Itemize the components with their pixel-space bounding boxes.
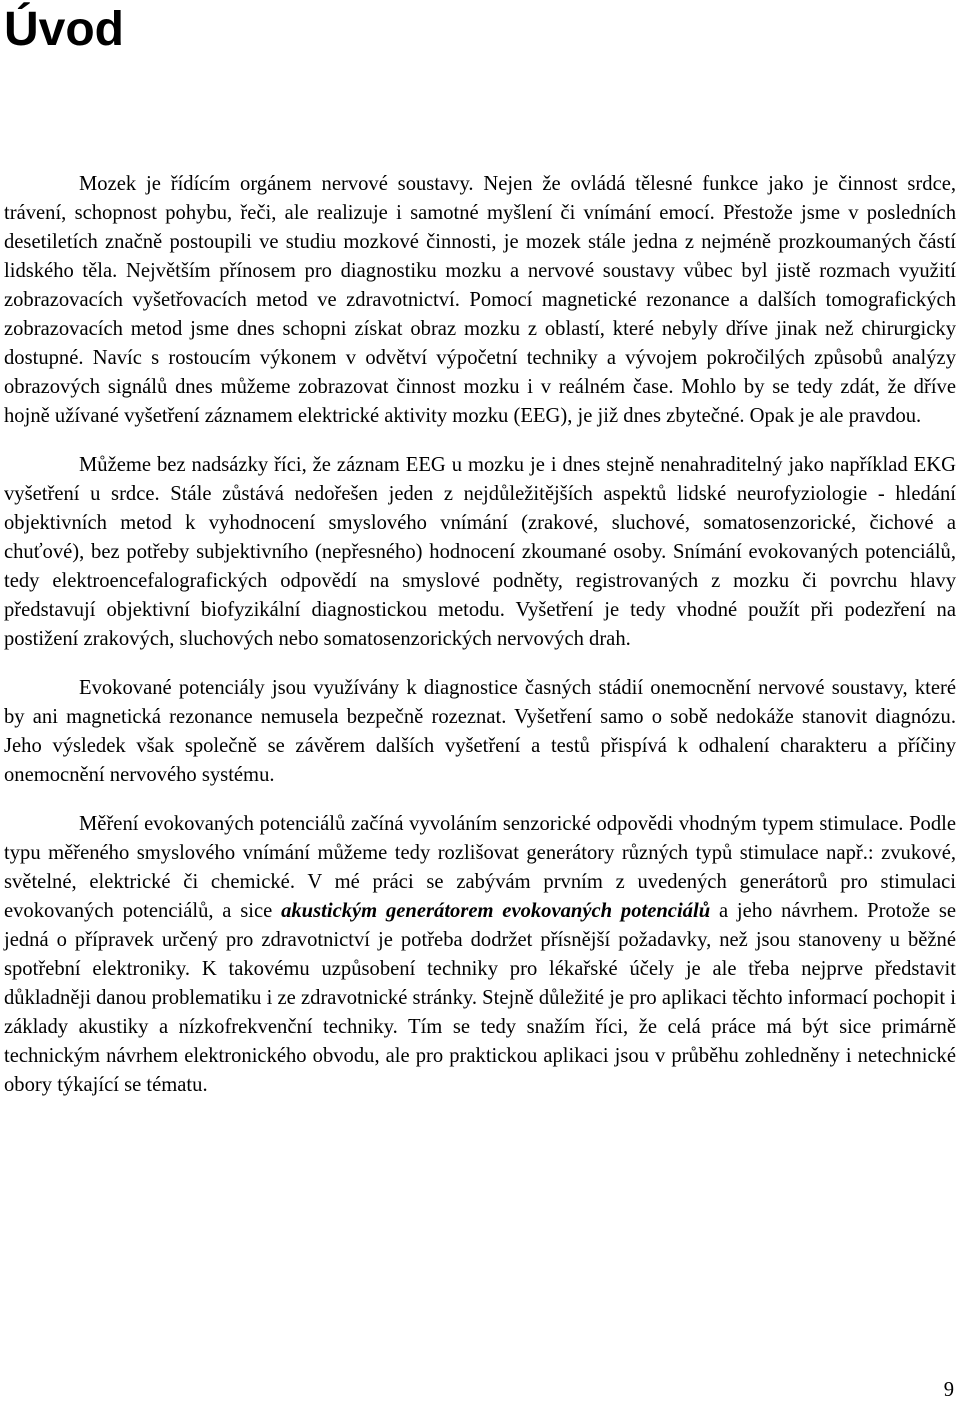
paragraph-3: Evokované potenciály jsou využívány k diagnostice časných stádií onemocnění nervové soustavy, které by ani magnetická rezonance nemusela bezpečně rozeznat. Vyšetření samo o sobě nedokáže stanovit diagnózu. Jeho výsledek však společně se závěrem dalších vyšetření a testů přispívá k odhalení charakteru a příčiny onemocnění nervového systému. (4, 677, 956, 786)
paragraph-4 (4, 810, 956, 1100)
page-title: Úvod (4, 3, 124, 56)
page-number: 9 (943, 1379, 954, 1401)
paragraph-4-start: Měření evokovaných potenciálů začíná vyvoláním senzorické odpovědi vhodným typem stimulace. Podle typu měřeného smyslového vnímání můžeme tedy rozlišovat generátory různých typů stimulace např.: zvukové, světelné, elektrické či chemické. V mé práci se zabývám prvním z uvedených generátorů pro stimulaci evokovaných potenciálů, a sice (4, 813, 956, 922)
paragraph-2: Můžeme bez nadsázky říci, že záznam EEG u mozku je i dnes stejně nenahraditelný jako například EKG vyšetření u srdce. Stále zůstává nedořešen jeden z nejdůležitějších aspektů lidské neurofyziologie - hledání objektivních metod k vyhodnocení smyslového vnímání (zrakové, sluchové, somatosenzorické, čichové a chuťové), bez potřeby subjektivního (nepřesného) hodnocení zkoumané osoby. Snímání evokovaných potenciálů, tedy elektroencefalografických odpovědí na smyslové podněty, registrovaných z mozku či povrchu hlavy představují objektivní biofyzikální diagnostickou metodu. Vyšetření je tedy vhodné použít při podezření na postižení zrakových, sluchových nebo somatosenzorických nervových drah. (4, 454, 956, 650)
paragraph-4-end: a jeho návrhem. Protože se jedná o přípravek určený pro zdravotnictví je potřeba dodržet přísnější požadavky, než jsou stanoveny u běžné spotřební elektroniky. K takovému uzpůsobení techniky pro lékařské účely je ale třeba nejprve představit důkladněji danou problematiku i ze zdravotnické stránky. Stejně důležité je pro aplikaci těchto informací pochopit i základy akustiky a nízkofrekvenční techniky. Tím se tedy snažím říci, že celá práce má být sice primárně technickým návrhem elektronického obvodu, ale pro praktickou aplikaci jsou v průběhu zohledněny i netechnické obory týkající se tématu. (4, 900, 956, 1096)
emphasized-term: akustickým generátorem evokovaných potenciálů (281, 900, 711, 922)
paragraph-1: Mozek je řídícím orgánem nervové soustavy. Nejen že ovládá tělesné funkce jako je činnost srdce, trávení, schopnost pohybu, řeči, ale realizuje i samotné myšlení či vnímání emocí. Přestože jsme v posledních desetiletích značně postoupili ve studiu mozkové činnosti, je mozek stále jedna z nejméně prozkoumaných částí lidského těla. Největším přínosem pro diagnostiku mozku a nervové soustavy vůbec byl jistě rozmach využití zobrazovacích vyšetřovacích metod ve zdravotnictví. Pomocí magnetické rezonance a dalších tomografických zobrazovacích metod jsme dnes schopni získat obraz mozku z oblastí, které nebyly dříve jinak než chirurgicky dostupné. Navíc s rostoucím výkonem v odvětví výpočetní techniky a vývojem pokročilých způsobů analýzy obrazových signálů dnes můžeme zobrazovat činnost mozku i v reálném čase. Mohlo by se tedy zdát, že dříve hojně užívané vyšetření záznamem elektrické aktivity mozku (EEG), je již dnes zbytečné. Opak je ale pravdou. (4, 173, 956, 427)
body-text (4, 170, 956, 1100)
